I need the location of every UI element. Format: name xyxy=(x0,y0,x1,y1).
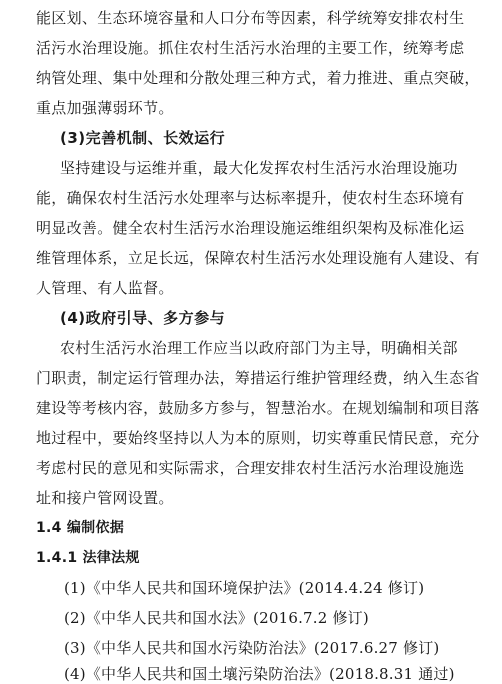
para3-line-3: 建设等考核内容，鼓励多方参与，智慧治水。在规划编制和项目落 xyxy=(36,399,480,417)
section-heading: 1.4 编制依据 xyxy=(36,520,125,536)
heading-3: (3)完善机制、长效运行 xyxy=(60,129,226,147)
para2-line-5: 人管理、有人监督。 xyxy=(36,279,174,297)
para3-line-6: 址和接户管网设置。 xyxy=(36,489,174,507)
para3-line-2: 门职责，制定运行管理办法，筹措运行维护管理经费，纳入生态省 xyxy=(36,369,480,387)
para3-line-1: 农村生活污水治理工作应当以政府部门为主导，明确相关部 xyxy=(60,339,458,357)
para1-line-2: 活污水治理设施。抓住农村生活污水治理的主要工作，统筹考虑 xyxy=(36,39,465,57)
law-item-4: (4)《中华人民共和国土壤污染防治法》(2018.8.31 通过) xyxy=(64,665,455,683)
para2-line-4: 维管理体系，立足长远，保障农村生活污水处理设施有人建设、有 xyxy=(36,249,480,267)
para1-line-4: 重点加强薄弱环节。 xyxy=(36,99,174,117)
para1-line-3: 纳管处理、集中处理和分散处理三种方式，着力推进、重点突破， xyxy=(36,69,480,87)
heading-4: (4)政府引导、多方参与 xyxy=(60,309,226,327)
para1-line-1: 能区划、生态环境容量和人口分布等因素，科学统筹安排农村生 xyxy=(36,9,465,27)
law-item-1: (1)《中华人民共和国环境保护法》(2014.4.24 修订) xyxy=(64,579,425,597)
law-item-3: (3)《中华人民共和国水污染防治法》(2017.6.27 修订) xyxy=(64,639,440,657)
para2-line-1: 坚持建设与运维并重，最大化发挥农村生活污水治理设施功 xyxy=(60,159,458,177)
law-item-2: (2)《中华人民共和国水法》(2016.7.2 修订) xyxy=(64,609,369,627)
para2-line-3: 明显改善。健全农村生活污水治理设施运维组织架构及标准化运 xyxy=(36,219,465,237)
para2-line-2: 能，确保农村生活污水处理率与达标率提升，使农村生态环境有 xyxy=(36,189,465,207)
para3-line-5: 考虑村民的意见和实际需求，合理安排农村生活污水治理设施选 xyxy=(36,459,465,477)
para3-line-4: 地过程中，要始终坚持以人为本的原则，切实尊重民情民意，充分 xyxy=(36,429,480,447)
subsection-heading: 1.4.1 法律法规 xyxy=(36,550,140,566)
